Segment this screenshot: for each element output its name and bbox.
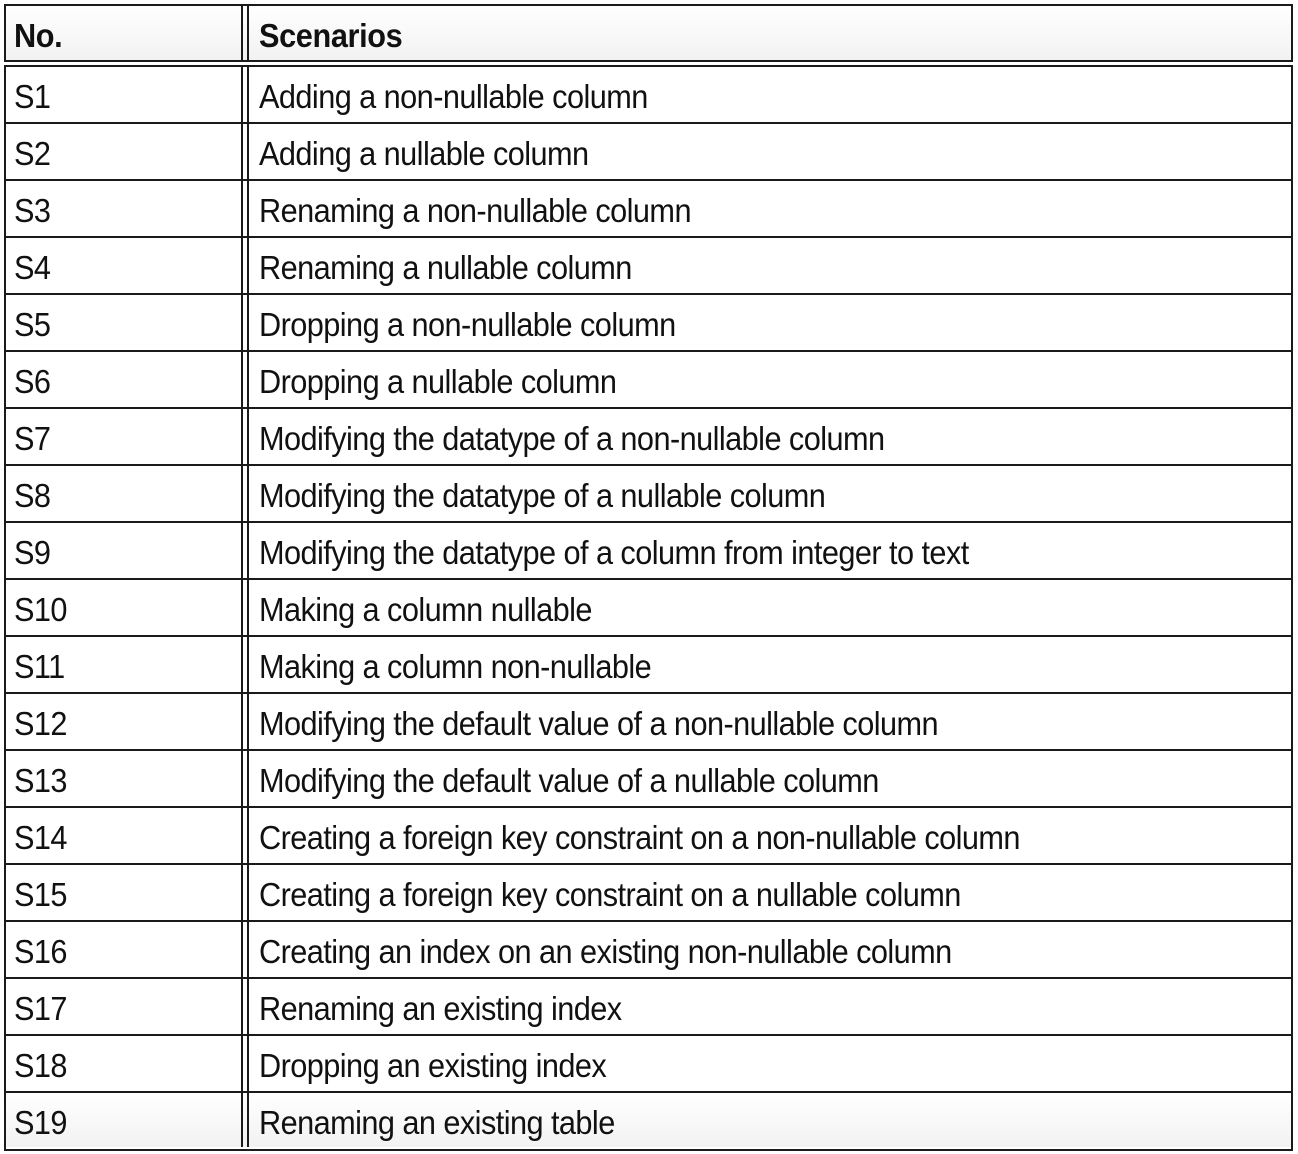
table-row	[6, 1036, 1291, 1093]
scenario-description: Renaming an existing table	[259, 1103, 615, 1141]
cell-scenario	[249, 466, 1291, 521]
scenario-id: S13	[14, 762, 67, 799]
scenario-id: S1	[14, 78, 51, 115]
scenario-description: Renaming a nullable column	[259, 249, 632, 286]
scenario-description: Adding a nullable column	[259, 135, 589, 172]
scenario-description: Dropping an existing index	[259, 1047, 607, 1084]
header-no-label: No.	[14, 16, 63, 54]
table-row	[6, 808, 1291, 865]
cell-no	[6, 67, 243, 122]
table-body	[4, 65, 1293, 1151]
table-row	[6, 694, 1291, 751]
cell-scenario	[249, 751, 1291, 806]
scenario-description: Creating a foreign key constraint on a nullable column	[259, 876, 961, 913]
cell-scenario	[249, 409, 1291, 464]
scenario-id: S15	[14, 876, 67, 913]
cell-scenario	[249, 124, 1291, 179]
table-row	[6, 637, 1291, 694]
scenario-description: Modifying the datatype of a nullable column	[259, 477, 826, 514]
table-row	[6, 409, 1291, 466]
cell-no	[6, 238, 243, 293]
cell-scenario	[249, 979, 1291, 1034]
cell-scenario	[249, 922, 1291, 977]
cell-no	[6, 808, 243, 863]
table-row	[6, 238, 1291, 295]
cell-no	[6, 1036, 243, 1091]
cell-scenario	[249, 1036, 1291, 1091]
table-row	[6, 922, 1291, 979]
table-row	[6, 466, 1291, 523]
cell-scenario	[249, 523, 1291, 578]
scenario-description: Modifying the default value of a nullable column	[259, 762, 879, 799]
cell-scenario	[249, 295, 1291, 350]
scenario-id: S10	[14, 591, 67, 628]
cell-scenario	[249, 352, 1291, 407]
cell-no	[6, 181, 243, 236]
scenario-id: S12	[14, 705, 67, 742]
scenario-id: S6	[14, 363, 51, 400]
scenario-id: S19	[14, 1103, 67, 1141]
scenario-description: Dropping a nullable column	[259, 363, 617, 400]
scenario-description: Making a column nullable	[259, 591, 592, 628]
cell-no	[6, 523, 243, 578]
cell-no	[6, 124, 243, 179]
header-cell-scenarios	[249, 6, 1291, 60]
cell-no	[6, 580, 243, 635]
cell-no	[6, 979, 243, 1034]
scenario-description: Modifying the datatype of a non-nullable column	[259, 420, 885, 457]
scenario-description: Modifying the datatype of a column from integer to text	[259, 534, 969, 571]
table-row	[6, 295, 1291, 352]
scenario-id: S9	[14, 534, 51, 571]
cell-no	[6, 865, 243, 920]
scenario-description: Modifying the default value of a non-nullable column	[259, 705, 939, 742]
scenario-id: S2	[14, 135, 51, 172]
table-row	[6, 751, 1291, 808]
scenario-id: S11	[14, 648, 65, 685]
cell-scenario	[249, 238, 1291, 293]
cell-scenario	[249, 181, 1291, 236]
scenario-description: Renaming a non-nullable column	[259, 192, 691, 229]
scenario-description: Dropping a non-nullable column	[259, 306, 676, 343]
table-header	[4, 4, 1293, 62]
cell-no	[6, 751, 243, 806]
scenario-description: Making a column non-nullable	[259, 648, 652, 685]
cell-no	[6, 694, 243, 749]
cell-no	[6, 637, 243, 692]
scenario-description: Renaming an existing index	[259, 990, 622, 1027]
cell-no	[6, 352, 243, 407]
cell-no	[6, 466, 243, 521]
scenario-id: S16	[14, 933, 67, 970]
table-row	[6, 979, 1291, 1036]
scenario-id: S7	[14, 420, 51, 457]
table-row	[6, 523, 1291, 580]
scenario-id: S17	[14, 990, 67, 1027]
cell-scenario	[249, 1093, 1291, 1147]
header-cell-no	[6, 6, 243, 60]
table-row	[6, 67, 1291, 124]
scenario-description: Creating an index on an existing non-nullable column	[259, 933, 952, 970]
cell-no	[6, 922, 243, 977]
scenario-id: S14	[14, 819, 67, 856]
header-row	[6, 6, 1291, 60]
cell-scenario	[249, 865, 1291, 920]
cell-scenario	[249, 67, 1291, 122]
cell-scenario	[249, 580, 1291, 635]
scenario-id: S4	[14, 249, 51, 286]
cell-no	[6, 295, 243, 350]
table-row	[6, 580, 1291, 637]
cell-scenario	[249, 694, 1291, 749]
cell-no	[6, 409, 243, 464]
table-row	[6, 1093, 1291, 1147]
table-row	[6, 124, 1291, 181]
cell-scenario	[249, 637, 1291, 692]
scenario-description: Adding a non-nullable column	[259, 78, 648, 115]
scenario-id: S3	[14, 192, 51, 229]
scenario-id: S8	[14, 477, 51, 514]
cell-no	[6, 1093, 243, 1147]
table-row	[6, 181, 1291, 238]
header-scenarios-label: Scenarios	[259, 16, 403, 54]
scenario-id: S18	[14, 1047, 67, 1084]
cell-scenario	[249, 808, 1291, 863]
table-row	[6, 865, 1291, 922]
table-row	[6, 352, 1291, 409]
scenario-id: S5	[14, 306, 51, 343]
scenario-description: Creating a foreign key constraint on a non-nullable column	[259, 819, 1020, 856]
